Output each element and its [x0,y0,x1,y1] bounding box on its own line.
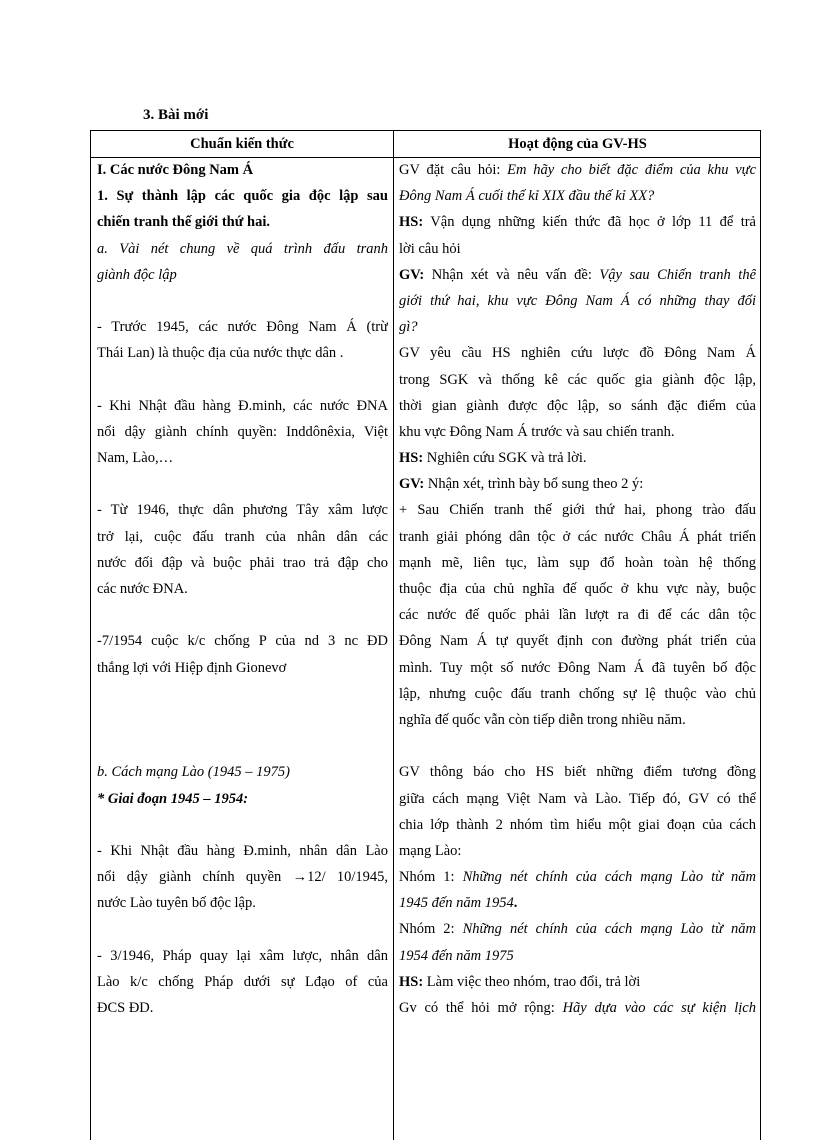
text-line: Đông Nam Á tự quyết định con đường phát triển của [399,633,756,650]
heading-independence: 1. Sự thành lập các quốc gia độc lập sau [97,188,388,205]
text-line: - Khi Nhật đầu hàng Đ.minh, nhân dân Lào [97,842,388,859]
text-line: tranh giải phóng dân tộc ở các nước Châu Á phát triển [399,528,756,545]
text-line: -7/1954 cuộc k/c chống P của nd 3 nc ĐD [97,633,388,650]
text-line: GV đặt câu hỏi: Em hãy cho biết đặc điểm của khu vực [399,162,756,178]
subheading-a-cont: giành độc lập [97,266,177,283]
knowledge-column [97,157,388,1021]
text-line: thời gian giành được độc lập, so sánh đặc điểm của [399,397,756,414]
text-line: - Khi Nhật đầu hàng Đ.minh, các nước ĐNA [97,397,388,414]
text-line: - Trước 1945, các nước Đông Nam Á (trừ [97,319,388,336]
text-line: HS: Vận dụng những kiến thức đã học ở lớp 11 để trả [399,214,756,231]
text-line: HS: Nghiên cứu SGK và trả lời. [399,450,587,467]
text-line: Nhóm 2: Những nét chính của cách mạng Lào từ năm [399,921,756,938]
section-title: 3. Bài mới [143,107,209,123]
text-line: mạnh mẽ, liên tục, làm sụp đổ hoàn toàn hệ thống [399,554,756,571]
subheading-b: b. Cách mạng Lào (1945 – 1975) [97,764,290,781]
text-line: Nhóm 1: Những nét chính của cách mạng Lào từ năm [399,869,756,886]
text-line: chia lớp thành 2 nhóm tìm hiểu một giai đoạn của cách [399,816,756,833]
text-line: mạng Lào: [399,842,462,859]
text-line: 1954 đến năm 1975 [399,947,514,964]
text-line: nổi dậy giành chính quyền →12/ 10/1945, [97,869,388,886]
text-line: HS: Làm việc theo nhóm, trao đổi, trả lời [399,973,641,990]
text-line: 1945 đến năm 1954. [399,895,518,912]
period-1945-1954: * Giai đoạn 1945 – 1954: [97,790,249,807]
text-line: GV: Nhận xét và nêu vấn đề: Vậy sau Chiến tranh thế [399,266,756,283]
text-line: trong SGK và thống kê các quốc gia giành độc lập, [399,371,756,388]
text-line: Lào k/c chống Pháp dưới sự Lđạo of của [97,973,388,990]
text-line: lời câu hỏi [399,240,461,257]
text-line: GV thông báo cho HS biết những điểm tương đồng [399,764,756,781]
column-divider [393,131,394,1140]
heading-independence-cont: chiến tranh thế giới thứ hai. [97,214,271,231]
text-line: nghĩa đế quốc vẫn còn tiếp diễn trong nhiều năm. [399,711,686,728]
text-line: lập, nhưng cuộc đấu tranh chống sự lệ thuộc vào chủ [399,685,756,702]
text-line: thắng lợi với Hiệp định Gionevơ [97,659,287,676]
col2-header: Hoạt động của GV-HS [508,136,647,152]
text-line: Nam, Lào,… [97,450,174,467]
text-line: Gv có thể hỏi mở rộng: Hãy dựa vào các sự kiện lịch [399,1000,756,1016]
heading-southeast-asia: I. Các nước Đông Nam Á [97,162,254,178]
activities-column [399,157,756,1021]
text-line: Thái Lan) là thuộc địa của nước thực dân . [97,345,344,362]
text-line: trở lại, cuộc đấu tranh của nhân dân các [97,528,388,545]
text-line: khu vực Đông Nam Á trước và sau chiến tranh. [399,423,675,440]
col1-header: Chuẩn kiến thức [190,136,294,152]
text-line: + Sau Chiến tranh thế giới thứ hai, phong trào đấu [399,502,756,519]
text-line: giới thứ hai, khu vực Đông Nam Á có những thay đổi [399,292,756,309]
text-line: nổi dậy giành chính quyền: Inddônêxia, Việt [97,423,388,440]
text-line: ĐCS ĐD. [97,1000,154,1016]
arrow-icon: → [292,869,308,886]
text-line: giữa cách mạng Việt Nam và Lào. Tiếp đó, GV có thể [399,790,756,807]
table-header-row [91,131,760,158]
text-line: Đông Nam Á cuối thế kỉ XIX đầu thế kỉ XX? [399,188,655,205]
text-line: gì? [399,319,418,336]
text-line: thuộc địa của chủ nghĩa đế quốc ở khu vực này, buộc [399,581,756,597]
text-line: - Từ 1946, thực dân phương Tây xâm lược [97,502,388,519]
text-line: các nước ĐNA. [97,581,188,597]
text-line: các nước đế quốc phải lần lượt ra đi để các dân tộc [399,607,756,624]
text-line: nước Lào tuyên bố độc lập. [97,895,256,912]
text-line: GV yêu cầu HS nghiên cứu lược đồ Đông Nam Á [399,345,756,362]
text-line: - 3/1946, Pháp quay lại xâm lược, nhân dân [97,947,388,964]
lesson-table [90,130,761,1140]
text-line: GV: Nhận xét, trình bày bổ sung theo 2 ý: [399,476,644,493]
text-line: mình. Tuy một số nước Đông Nam Á đã tuyên bố độc [399,659,756,676]
subheading-a: a. Vài nét chung về quá trình đấu tranh [97,240,388,257]
text-line: nước đối đập và buộc phải trao trả đập cho [97,554,388,571]
